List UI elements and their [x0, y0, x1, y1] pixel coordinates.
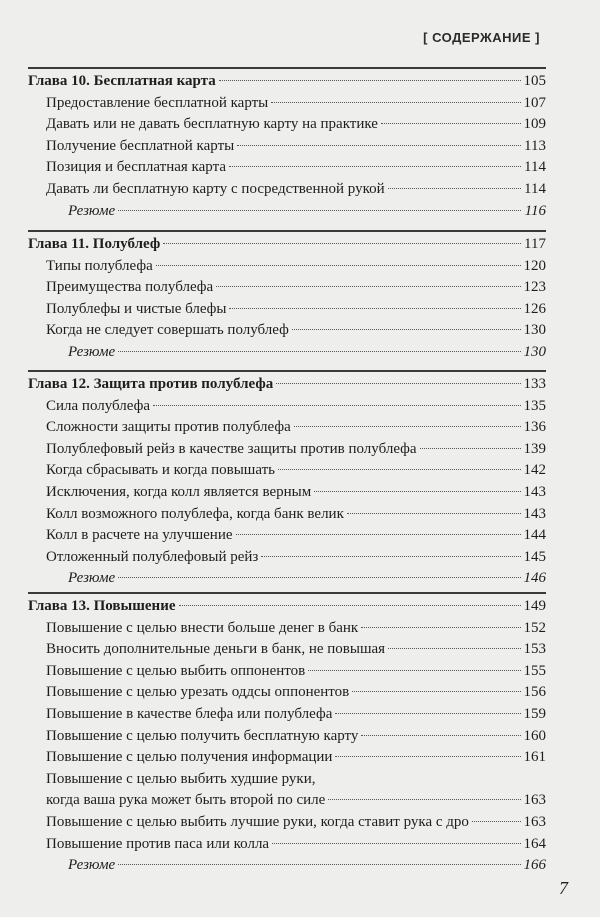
chapter-title: Глава 10. Бесплатная карта — [28, 73, 216, 89]
toc-entry[interactable]: Вносить дополнительные деньги в банк, не повышая 153 — [46, 641, 546, 658]
toc-entry[interactable]: Отложенный полублефовый рейз 145 — [46, 548, 546, 565]
toc-entry[interactable]: Типы полублефа 120 — [46, 257, 546, 274]
chapter-10 — [28, 67, 546, 222]
chapter-title-row[interactable] — [28, 374, 546, 396]
chapter-title: Глава 11. Полублеф — [28, 236, 161, 252]
chapter-title-row[interactable] — [28, 71, 546, 93]
toc-entry[interactable]: Когда не следует совершать полублеф 130 — [46, 322, 546, 339]
toc-entry[interactable]: Колл возможного полублефа, когда банк велик 143 — [46, 505, 546, 522]
toc-entry[interactable]: Давать или не давать бесплатную карту на практике 109 — [46, 116, 546, 133]
toc-entry[interactable]: Повышение с целью выбить оппонентов 155 — [46, 662, 546, 679]
toc-entry[interactable]: Полублефовый рейз в качестве защиты против полублефа 139 — [46, 440, 546, 457]
toc-entry[interactable]: Предоставление бесплатной карты 107 — [46, 94, 546, 111]
chapter-11 — [28, 230, 546, 364]
toc-entry[interactable]: Сложности защиты против полублефа 136 — [46, 419, 546, 436]
chapter-12 — [28, 370, 546, 590]
page-ref: 117 — [524, 236, 546, 252]
summary-entry[interactable]: Резюме 166 — [68, 857, 546, 874]
page-ref: 149 — [523, 598, 546, 614]
chapter-title: Глава 13. Повышение — [28, 598, 176, 614]
toc-entry[interactable]: Повышение с целью получить бесплатную карту 160 — [46, 727, 546, 744]
toc-entry[interactable]: Исключения, когда колл является верным 143 — [46, 483, 546, 500]
toc-entry[interactable]: Сила полублефа 135 — [46, 397, 546, 414]
toc-entry[interactable]: Полублефы и чистые блефы 126 — [46, 300, 546, 317]
page-ref: 133 — [523, 376, 546, 392]
toc-entry-multiline[interactable]: Повышение с целью выбить худшие руки, когда ваша рука может быть второй по силе 163 — [46, 770, 546, 809]
chapter-title-row[interactable] — [28, 234, 546, 256]
toc-entry[interactable]: Повышение против паса или колла 164 — [46, 835, 546, 852]
chapter-13 — [28, 592, 546, 877]
chapter-title-row[interactable] — [28, 596, 546, 618]
toc-entry[interactable]: Когда сбрасывать и когда повышать 142 — [46, 462, 546, 479]
toc-entry[interactable]: Повышение с целью урезать оддсы оппонентов 156 — [46, 684, 546, 701]
toc-entry[interactable]: Повышение с целью внести больше денег в банк 152 — [46, 619, 546, 636]
summary-entry[interactable]: Резюме 130 — [68, 343, 546, 360]
summary-entry[interactable]: Резюме 116 — [68, 202, 546, 219]
toc-entry[interactable]: Повышение с целью выбить лучшие руки, когда ставит рука с дро 163 — [46, 813, 546, 830]
page-number: 7 — [559, 878, 568, 898]
chapter-title: Глава 12. Защита против полублефа — [28, 376, 274, 392]
toc-entry[interactable]: Повышение в качестве блефа или полублефа 159 — [46, 705, 546, 722]
toc-entry[interactable]: Получение бесплатной карты 113 — [46, 137, 546, 154]
toc-entry[interactable]: Колл в расчете на улучшение 144 — [46, 527, 546, 544]
section-header: [ СОДЕРЖАНИЕ ] — [423, 30, 540, 45]
toc-entry[interactable]: Давать ли бесплатную карту с посредственной рукой 114 — [46, 180, 546, 197]
toc-entry[interactable]: Позиция и бесплатная карта 114 — [46, 159, 546, 176]
summary-entry[interactable]: Резюме 146 — [68, 570, 546, 587]
toc-entry[interactable]: Преимущества полублефа 123 — [46, 279, 546, 296]
page-ref: 105 — [523, 73, 546, 89]
toc-entry[interactable]: Повышение с целью получения информации 161 — [46, 749, 546, 766]
